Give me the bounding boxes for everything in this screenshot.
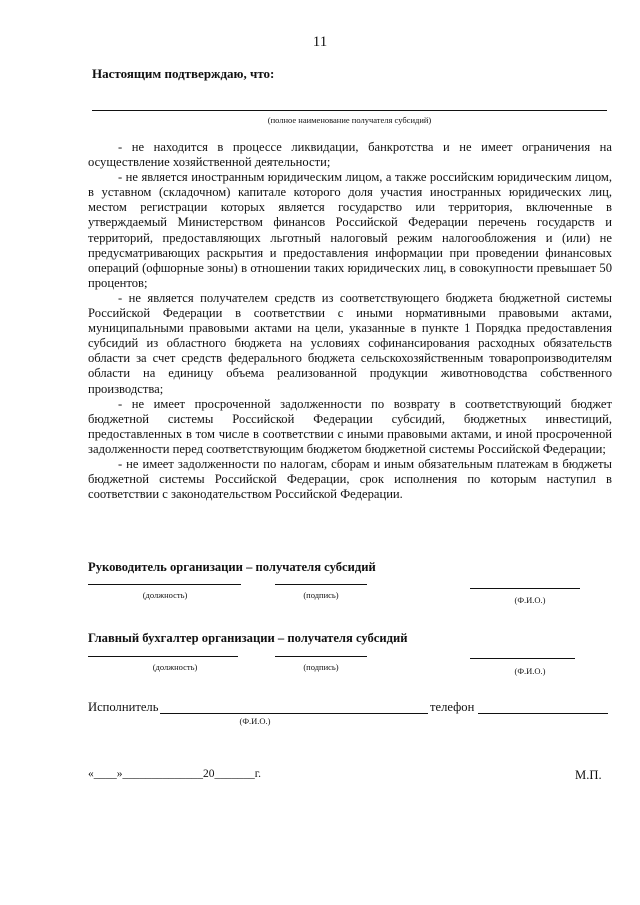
executor-label: Исполнитель bbox=[88, 700, 159, 714]
paragraph: - не имеет задолженности по налогам, сборам и иным обязательным платежам в бюджеты бюджетной системы Российской Федерации, срок исполнения по которым наступил в соответствии с законодательством Российской Федерации. bbox=[88, 456, 612, 502]
recipient-caption: (полное наименование получателя субсидий) bbox=[267, 115, 432, 125]
confirm-heading: Настоящим подтверждаю, что: bbox=[92, 66, 275, 81]
accountant-position-line bbox=[88, 656, 238, 657]
head-signature-caption: (подпись) bbox=[303, 590, 339, 600]
date-line: «____»______________20_______г. bbox=[88, 768, 262, 780]
head-position-caption: (должность) bbox=[142, 590, 188, 600]
paragraph: - не имеет просроченной задолженности по возврату в соответствующий бюджет бюджетной системы Российской Федерации субсидий, бюджетных инвестиций, предоставленных в том числе в соответствии с иными правовыми актами, и иной просроченной задолженности перед соответствующим бюджетом бюджетной системы Российской Федерации; bbox=[88, 396, 612, 456]
paragraph: - не находится в процессе ликвидации, банкротства и не имеет ограничения на осуществление хозяйственной деятельности; bbox=[88, 140, 612, 170]
phone-line bbox=[478, 713, 608, 714]
stamp-label: М.П. bbox=[575, 768, 602, 782]
accountant-signature-title: Главный бухгалтер организации – получателя субсидий bbox=[88, 631, 408, 645]
accountant-name-caption: (Ф.И.О.) bbox=[514, 666, 546, 676]
paragraph: - не является получателем средств из соответствующего бюджета бюджетной системы Российской Федерации в соответствии с иными нормативными правовыми актами, муниципальными правовыми актами на цели, указанные в пункте 1 Порядка предоставления субсидий из областного бюджета на условиях софинансирования расходных обязательств области за счет средств федерального бюджета сельскохозяйственным товаропроизводителям области на единицу объема реализованной продукции животноводства собственного производства; bbox=[88, 290, 612, 396]
head-signature-line bbox=[275, 584, 367, 585]
paragraph: - не является иностранным юридическим лицом, а также российским юридическим лицом, в уставном (складочном) капитале которого доля участия иностранных юридических лиц, местом регистрации которых является государство или территория, включенные в утверждаемый Министерством финансов Российской Федерации перечень государств и территорий, предоставляющих льготный налоговый режим налогообложения и (или) не предусматривающих раскрытия и предоставления информации при проведении финансовых операций (офшорные зоны) в отношении таких юридических лиц, в совокупности превышает 50 процентов; bbox=[88, 170, 612, 290]
confirmation-body bbox=[88, 140, 612, 502]
head-position-line bbox=[88, 584, 241, 585]
phone-label: телефон bbox=[430, 700, 475, 714]
head-name-line bbox=[470, 588, 580, 589]
accountant-position-caption: (должность) bbox=[152, 662, 198, 672]
accountant-signature-caption: (подпись) bbox=[303, 662, 339, 672]
accountant-name-line bbox=[470, 658, 575, 659]
head-signature-title: Руководитель организации – получателя субсидий bbox=[88, 560, 376, 574]
executor-name-line bbox=[160, 713, 428, 714]
accountant-signature-line bbox=[275, 656, 367, 657]
executor-name-caption: (Ф.И.О.) bbox=[239, 716, 271, 726]
recipient-name-line bbox=[92, 110, 607, 111]
head-name-caption: (Ф.И.О.) bbox=[514, 595, 546, 605]
page-number: 11 bbox=[312, 34, 328, 50]
